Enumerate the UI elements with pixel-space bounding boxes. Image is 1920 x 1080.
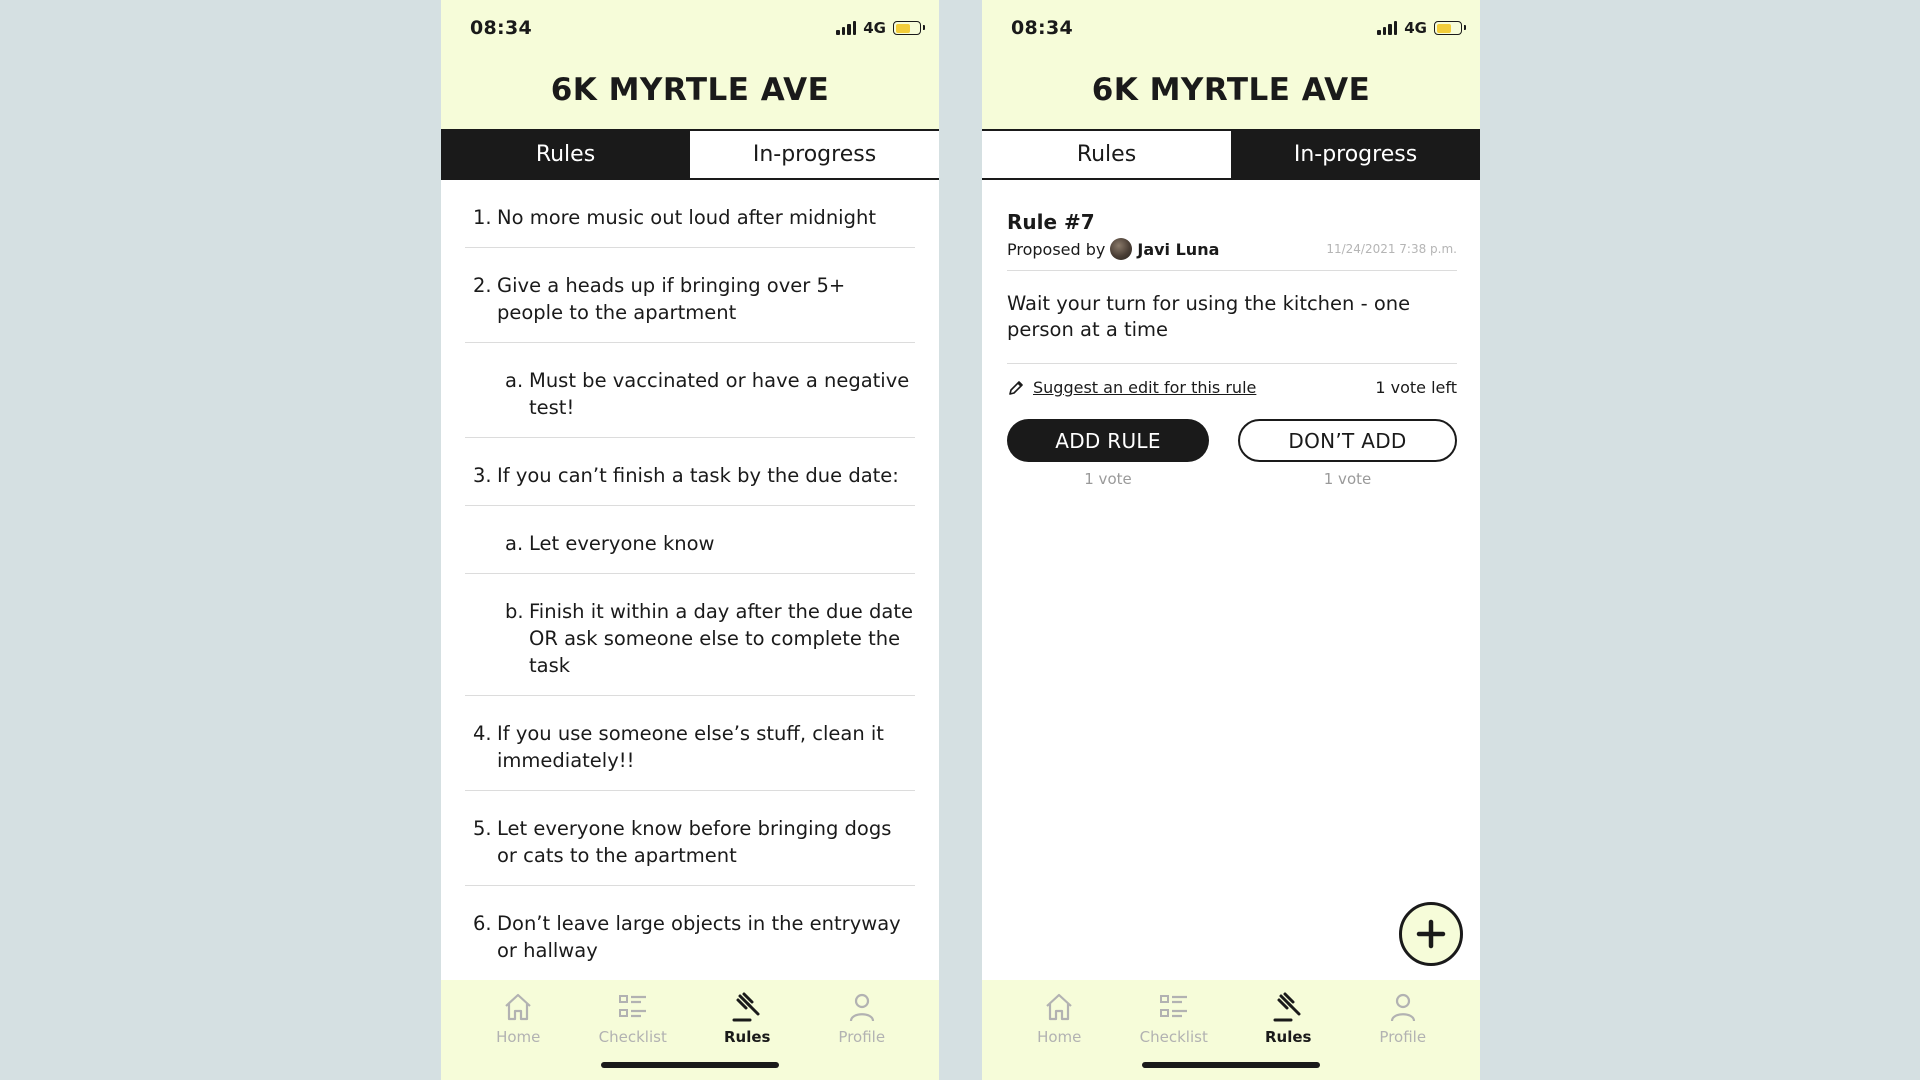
- rule-number: 3.: [473, 464, 492, 487]
- avatar: [1110, 238, 1132, 260]
- timestamp: 11/24/2021 7:38 p.m.: [1326, 242, 1457, 256]
- rule-actions: [1007, 364, 1457, 397]
- bottom-nav: [441, 980, 939, 1080]
- nav-item-home[interactable]: [1014, 990, 1104, 1080]
- tab-bar: [982, 129, 1480, 180]
- rule-text: Must be vaccinated or have a negative test!: [529, 369, 910, 419]
- tab-rules[interactable]: Rules: [982, 131, 1231, 178]
- header-area: [982, 0, 1480, 130]
- rule-text: Finish it within a day after the due date OR ask someone else to complete the task: [529, 600, 913, 677]
- home-icon: [1042, 990, 1076, 1024]
- vote-row: [1007, 419, 1457, 488]
- rule-text: If you use someone else’s stuff, clean it immediately!!: [497, 722, 884, 772]
- gavel-icon: [1271, 990, 1305, 1024]
- profile-icon: [1386, 990, 1420, 1024]
- rule-number: 4.: [473, 722, 492, 745]
- proposed-by-label: Proposed by: [1007, 239, 1106, 259]
- rule-number: b.: [505, 600, 524, 623]
- signal-icon: [836, 21, 856, 35]
- plus-icon: [1414, 917, 1448, 951]
- tab-in-progress[interactable]: In-progress: [690, 131, 939, 178]
- list-item: [465, 574, 915, 696]
- signal-icon: [1377, 21, 1397, 35]
- list-item: [465, 180, 915, 248]
- nav-item-home[interactable]: [473, 990, 563, 1080]
- rule-text: If you can’t finish a task by the due date:: [497, 464, 899, 487]
- list-item: [465, 506, 915, 574]
- add-rule-button[interactable]: ADD RULE: [1007, 419, 1209, 462]
- list-item: [465, 343, 915, 438]
- rule-number: 5.: [473, 817, 492, 840]
- page-title: 6K MYRTLE AVE: [1091, 72, 1371, 108]
- vote-add-column: [1007, 419, 1209, 488]
- rule-title: Rule #7: [1007, 210, 1095, 234]
- home-indicator[interactable]: [1142, 1062, 1320, 1068]
- nav-label: Rules: [1265, 1028, 1312, 1046]
- rule-number: 2.: [473, 274, 492, 297]
- rules-list: [465, 180, 915, 980]
- rule-text: No more music out loud after midnight: [497, 206, 876, 229]
- proposed-by: [1007, 238, 1219, 260]
- bottom-nav: [982, 980, 1480, 1080]
- phone-screen-rules: [441, 0, 939, 1080]
- list-item: [465, 248, 915, 343]
- gavel-icon: [730, 990, 764, 1024]
- vote-dont-column: [1238, 419, 1457, 488]
- rule-number: 1.: [473, 206, 492, 229]
- battery-icon: [893, 21, 921, 35]
- nav-label: Home: [1037, 1028, 1082, 1046]
- rule-number: 6.: [473, 912, 492, 935]
- suggest-edit-label: Suggest an edit for this rule: [1033, 378, 1257, 397]
- rule-proposal-card: [1007, 210, 1457, 488]
- tab-rules[interactable]: Rules: [441, 131, 690, 178]
- nav-label: Home: [496, 1028, 541, 1046]
- nav-item-profile[interactable]: [817, 990, 907, 1080]
- tab-bar: [441, 129, 939, 180]
- nav-item-profile[interactable]: [1358, 990, 1448, 1080]
- pencil-icon: [1007, 379, 1025, 397]
- checklist-icon: [616, 990, 650, 1024]
- rule-text: Let everyone know: [529, 532, 715, 555]
- add-rule-fab[interactable]: [1399, 902, 1463, 966]
- rule-meta: [1007, 238, 1457, 271]
- page-title: 6K MYRTLE AVE: [550, 72, 830, 108]
- list-item: [465, 696, 915, 791]
- list-item: [465, 886, 915, 980]
- status-time: 08:34: [1011, 17, 1073, 39]
- rule-body: Wait your turn for using the kitchen - one person at a time: [1007, 271, 1457, 364]
- status-time: 08:34: [470, 17, 532, 39]
- home-icon: [501, 990, 535, 1024]
- list-item: [465, 438, 915, 506]
- nav-label: Checklist: [1139, 1028, 1208, 1046]
- network-type: 4G: [863, 19, 886, 37]
- network-type: 4G: [1404, 19, 1427, 37]
- rule-number: a.: [505, 369, 524, 392]
- dont-vote-count: 1 vote: [1323, 470, 1372, 488]
- list-item: [465, 791, 915, 886]
- author-name: Javi Luna: [1137, 239, 1220, 259]
- phone-screen-in-progress: [982, 0, 1480, 1080]
- suggest-edit-link[interactable]: [1007, 378, 1256, 397]
- nav-label: Profile: [838, 1028, 886, 1046]
- dont-add-button[interactable]: DON’T ADD: [1238, 419, 1457, 462]
- home-indicator[interactable]: [601, 1062, 779, 1068]
- tab-in-progress[interactable]: In-progress: [1231, 131, 1480, 178]
- profile-icon: [845, 990, 879, 1024]
- checklist-icon: [1157, 990, 1191, 1024]
- votes-left: 1 vote left: [1375, 378, 1457, 397]
- rule-text: Give a heads up if bringing over 5+ people to the apartment: [497, 274, 846, 324]
- status-indicators: [836, 19, 921, 37]
- battery-icon: [1434, 21, 1462, 35]
- rule-number: a.: [505, 532, 524, 555]
- add-vote-count: 1 vote: [1084, 470, 1132, 488]
- rule-text: Let everyone know before bringing dogs or cats to the apartment: [497, 817, 892, 867]
- rule-text: Don’t leave large objects in the entryway or hallway: [497, 912, 901, 962]
- nav-label: Rules: [724, 1028, 771, 1046]
- header-area: [441, 0, 939, 130]
- status-indicators: [1377, 19, 1462, 37]
- nav-label: Profile: [1379, 1028, 1427, 1046]
- nav-label: Checklist: [598, 1028, 667, 1046]
